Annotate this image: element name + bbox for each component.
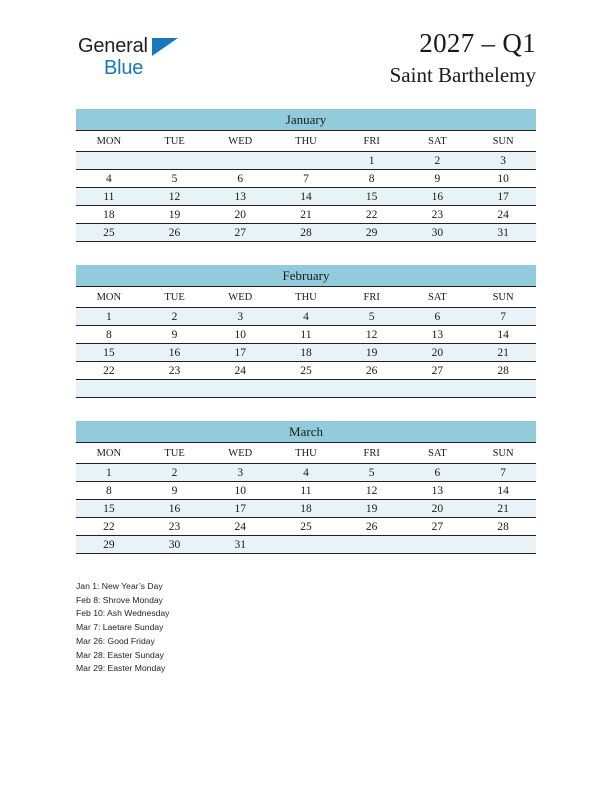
- week-row: [76, 326, 536, 344]
- day-cell-march-16[interactable]: 16: [142, 500, 208, 518]
- title-block: [216, 28, 536, 88]
- day-cell-march-20[interactable]: 20: [405, 500, 471, 518]
- day-cell-february-18[interactable]: 18: [273, 344, 339, 362]
- day-cell-february-21[interactable]: 21: [470, 344, 536, 362]
- day-cell-empty: [273, 536, 339, 554]
- day-cell-february-22[interactable]: 22: [76, 362, 142, 380]
- week-row: [76, 152, 536, 170]
- day-cell-february-15[interactable]: 15: [76, 344, 142, 362]
- day-cell-empty: [76, 380, 142, 398]
- month-title-march: March: [76, 421, 536, 443]
- triangle-icon: [152, 38, 178, 56]
- day-cell-january-2[interactable]: 2: [405, 152, 471, 170]
- month-calendar-february: [76, 265, 536, 398]
- day-cell-holiday-february-10[interactable]: 10: [207, 326, 273, 344]
- day-cell-february-12[interactable]: 12: [339, 326, 405, 344]
- weekday-mon: MON: [76, 287, 142, 308]
- weekday-header-row: [76, 443, 536, 464]
- weekday-sun: SUN: [470, 443, 536, 464]
- day-cell-march-6[interactable]: 6: [405, 464, 471, 482]
- day-cell-holiday-march-29[interactable]: 29: [76, 536, 142, 554]
- day-cell-january-5[interactable]: 5: [142, 170, 208, 188]
- weekday-mon: MON: [76, 443, 142, 464]
- week-row: [76, 518, 536, 536]
- week-row: [76, 464, 536, 482]
- page-subtitle: Saint Barthelemy: [389, 63, 536, 88]
- weekday-sun: SUN: [470, 287, 536, 308]
- weekday-tue: TUE: [142, 131, 208, 152]
- month-calendar-january: [76, 109, 536, 242]
- day-cell-february-20[interactable]: 20: [405, 344, 471, 362]
- day-cell-january-22[interactable]: 22: [339, 206, 405, 224]
- weekday-mon: MON: [76, 131, 142, 152]
- week-row: [76, 188, 536, 206]
- day-cell-march-11[interactable]: 11: [273, 482, 339, 500]
- month-header-row: [76, 421, 536, 443]
- week-row: [76, 500, 536, 518]
- day-cell-march-17[interactable]: 17: [207, 500, 273, 518]
- month-header-row: [76, 265, 536, 287]
- day-cell-empty: [405, 380, 471, 398]
- day-cell-january-24[interactable]: 24: [470, 206, 536, 224]
- brand-name-blue: Blue: [104, 57, 144, 79]
- month-calendar-march: [76, 421, 536, 554]
- day-cell-empty: [339, 536, 405, 554]
- weekday-thu: THU: [273, 287, 339, 308]
- day-cell-january-11[interactable]: 11: [76, 188, 142, 206]
- weekday-fri: FRI: [339, 287, 405, 308]
- day-cell-january-26[interactable]: 26: [142, 224, 208, 242]
- month-title-january: January: [76, 109, 536, 131]
- day-cell-january-20[interactable]: 20: [207, 206, 273, 224]
- day-cell-march-13[interactable]: 13: [405, 482, 471, 500]
- day-cell-february-17[interactable]: 17: [207, 344, 273, 362]
- week-row: [76, 170, 536, 188]
- weekday-fri: FRI: [339, 131, 405, 152]
- day-cell-february-16[interactable]: 16: [142, 344, 208, 362]
- day-cell-empty: [470, 536, 536, 554]
- weekday-sat: SAT: [405, 131, 471, 152]
- day-cell-holiday-march-26[interactable]: 26: [339, 518, 405, 536]
- brand-name-general: General: [78, 35, 148, 57]
- day-cell-january-17[interactable]: 17: [470, 188, 536, 206]
- weekday-wed: WED: [207, 131, 273, 152]
- weekday-header-row: [76, 131, 536, 152]
- day-cell-february-27[interactable]: 27: [405, 362, 471, 380]
- week-row: [76, 536, 536, 554]
- day-cell-empty: [273, 152, 339, 170]
- day-cell-march-25[interactable]: 25: [273, 518, 339, 536]
- legend-item: Jan 1: New Year’s Day: [76, 581, 163, 591]
- day-cell-january-30[interactable]: 30: [405, 224, 471, 242]
- day-cell-february-3[interactable]: 3: [207, 308, 273, 326]
- legend-item: Mar 7: Laetare Sunday: [76, 622, 164, 633]
- day-cell-january-8[interactable]: 8: [339, 170, 405, 188]
- day-cell-march-21[interactable]: 21: [470, 500, 536, 518]
- day-cell-january-10[interactable]: 10: [470, 170, 536, 188]
- day-cell-january-28[interactable]: 28: [273, 224, 339, 242]
- day-cell-holiday-january-1[interactable]: 1: [339, 152, 405, 170]
- legend-item: Mar 28: Easter Sunday: [76, 649, 164, 660]
- legend-item: Mar 29: Easter Monday: [76, 663, 166, 674]
- day-cell-march-10[interactable]: 10: [207, 482, 273, 500]
- day-cell-march-8[interactable]: 8: [76, 482, 142, 500]
- day-cell-january-23[interactable]: 23: [405, 206, 471, 224]
- day-cell-empty: [142, 380, 208, 398]
- day-cell-february-19[interactable]: 19: [339, 344, 405, 362]
- day-cell-march-2[interactable]: 2: [142, 464, 208, 482]
- day-cell-january-13[interactable]: 13: [207, 188, 273, 206]
- weekday-tue: TUE: [142, 287, 208, 308]
- day-cell-february-25[interactable]: 25: [273, 362, 339, 380]
- day-cell-january-31[interactable]: 31: [470, 224, 536, 242]
- calendar-table-january: [76, 109, 536, 242]
- day-cell-empty: [470, 380, 536, 398]
- day-cell-january-6[interactable]: 6: [207, 170, 273, 188]
- day-cell-february-4[interactable]: 4: [273, 308, 339, 326]
- day-cell-empty: [207, 380, 273, 398]
- week-row: [76, 482, 536, 500]
- day-cell-march-5[interactable]: 5: [339, 464, 405, 482]
- day-cell-march-30[interactable]: 30: [142, 536, 208, 554]
- day-cell-march-3[interactable]: 3: [207, 464, 273, 482]
- day-cell-january-7[interactable]: 7: [273, 170, 339, 188]
- day-cell-march-14[interactable]: 14: [470, 482, 536, 500]
- page-title: 2027 – Q1: [419, 28, 536, 58]
- week-row: [76, 362, 536, 380]
- day-cell-january-9[interactable]: 9: [405, 170, 471, 188]
- day-cell-january-29[interactable]: 29: [339, 224, 405, 242]
- day-cell-january-4[interactable]: 4: [76, 170, 142, 188]
- weekday-thu: THU: [273, 131, 339, 152]
- day-cell-february-11[interactable]: 11: [273, 326, 339, 344]
- day-cell-january-18[interactable]: 18: [76, 206, 142, 224]
- legend-item: Feb 10: Ash Wednesday: [76, 608, 170, 619]
- day-cell-january-3[interactable]: 3: [470, 152, 536, 170]
- day-cell-january-27[interactable]: 27: [207, 224, 273, 242]
- week-row: [76, 308, 536, 326]
- weekday-wed: WED: [207, 287, 273, 308]
- day-cell-february-7[interactable]: 7: [470, 308, 536, 326]
- day-cell-february-13[interactable]: 13: [405, 326, 471, 344]
- day-cell-march-22[interactable]: 22: [76, 518, 142, 536]
- day-cell-march-23[interactable]: 23: [142, 518, 208, 536]
- weekday-header-row: [76, 287, 536, 308]
- day-cell-empty: [405, 536, 471, 554]
- day-cell-empty: [76, 152, 142, 170]
- day-cell-march-18[interactable]: 18: [273, 500, 339, 518]
- calendar-table-march: [76, 421, 536, 554]
- page-header: [0, 0, 612, 88]
- week-row: [76, 344, 536, 362]
- week-row: [76, 206, 536, 224]
- day-cell-empty: [339, 380, 405, 398]
- calendar-table-february: [76, 265, 536, 398]
- day-cell-february-9[interactable]: 9: [142, 326, 208, 344]
- day-cell-january-16[interactable]: 16: [405, 188, 471, 206]
- day-cell-february-24[interactable]: 24: [207, 362, 273, 380]
- day-cell-march-31[interactable]: 31: [207, 536, 273, 554]
- weekday-tue: TUE: [142, 443, 208, 464]
- day-cell-february-26[interactable]: 26: [339, 362, 405, 380]
- legend-item: Feb 8: Shrove Monday: [76, 594, 163, 605]
- day-cell-empty: [142, 152, 208, 170]
- week-row: [76, 380, 536, 398]
- weekday-wed: WED: [207, 443, 273, 464]
- day-cell-february-1[interactable]: 1: [76, 308, 142, 326]
- month-title-february: February: [76, 265, 536, 287]
- day-cell-january-15[interactable]: 15: [339, 188, 405, 206]
- day-cell-march-1[interactable]: 1: [76, 464, 142, 482]
- day-cell-march-27[interactable]: 27: [405, 518, 471, 536]
- month-header-row: [76, 109, 536, 131]
- day-cell-march-15[interactable]: 15: [76, 500, 142, 518]
- day-cell-february-23[interactable]: 23: [142, 362, 208, 380]
- day-cell-january-19[interactable]: 19: [142, 206, 208, 224]
- day-cell-holiday-march-28[interactable]: 28: [470, 518, 536, 536]
- day-cell-january-14[interactable]: 14: [273, 188, 339, 206]
- weekday-sat: SAT: [405, 443, 471, 464]
- brand-logo[interactable]: [78, 36, 198, 80]
- week-row: [76, 224, 536, 242]
- weekday-sat: SAT: [405, 287, 471, 308]
- day-cell-january-21[interactable]: 21: [273, 206, 339, 224]
- day-cell-march-9[interactable]: 9: [142, 482, 208, 500]
- day-cell-february-5[interactable]: 5: [339, 308, 405, 326]
- holiday-legend: [76, 580, 476, 676]
- weekday-fri: FRI: [339, 443, 405, 464]
- day-cell-february-6[interactable]: 6: [405, 308, 471, 326]
- day-cell-empty: [273, 380, 339, 398]
- day-cell-holiday-march-7[interactable]: 7: [470, 464, 536, 482]
- day-cell-march-4[interactable]: 4: [273, 464, 339, 482]
- day-cell-march-12[interactable]: 12: [339, 482, 405, 500]
- day-cell-january-12[interactable]: 12: [142, 188, 208, 206]
- day-cell-january-25[interactable]: 25: [76, 224, 142, 242]
- weekday-sun: SUN: [470, 131, 536, 152]
- day-cell-february-14[interactable]: 14: [470, 326, 536, 344]
- day-cell-february-2[interactable]: 2: [142, 308, 208, 326]
- day-cell-february-28[interactable]: 28: [470, 362, 536, 380]
- day-cell-march-24[interactable]: 24: [207, 518, 273, 536]
- legend-item: Mar 26: Good Friday: [76, 635, 155, 646]
- day-cell-march-19[interactable]: 19: [339, 500, 405, 518]
- day-cell-empty: [207, 152, 273, 170]
- weekday-thu: THU: [273, 443, 339, 464]
- day-cell-holiday-february-8[interactable]: 8: [76, 326, 142, 344]
